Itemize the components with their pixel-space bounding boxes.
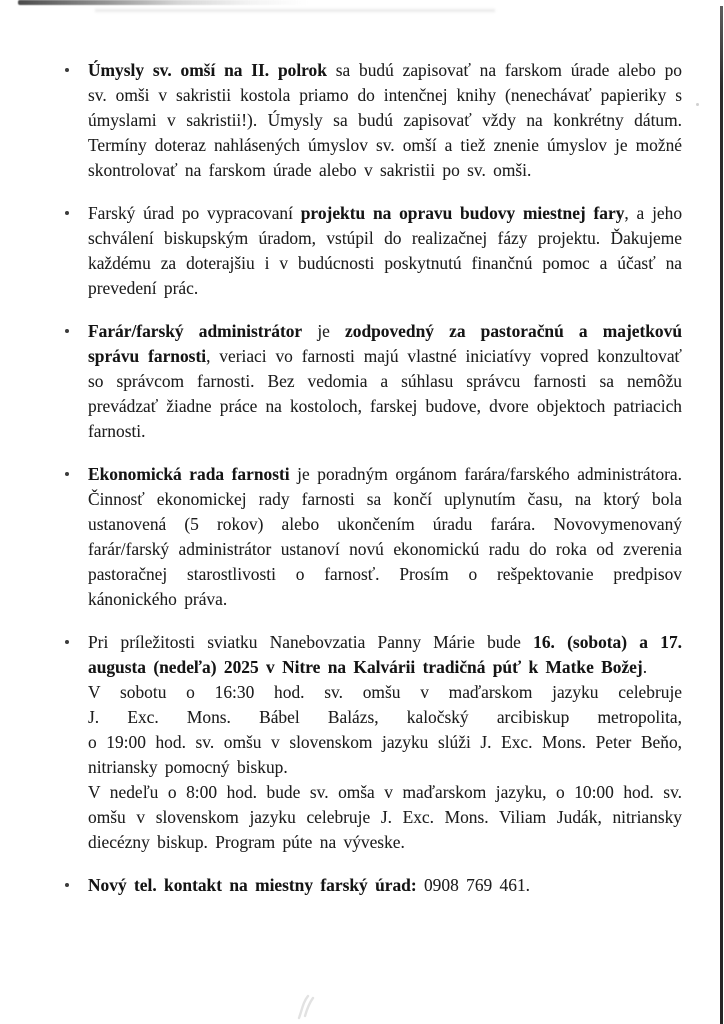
scan-speck-icon: [696, 103, 699, 106]
bullet-dot-icon: [65, 329, 69, 333]
scan-edge-line-icon: [720, 6, 723, 1024]
scan-smudge-faint-icon: [95, 9, 495, 12]
bullet-item-parish-economic-council: [88, 462, 682, 612]
bullet-dot-icon: [65, 211, 69, 215]
bullet-item-parish-administrator-responsibility: [88, 319, 682, 444]
bullet-dot-icon: [65, 640, 69, 644]
text-run: Pri príležitosti sviatku Nanebovzatia Panny Márie bude: [88, 632, 534, 652]
bold-text-run: projektu na opravu budovy miestnej fary: [300, 203, 625, 223]
bullet-item-rectory-repair-project: [88, 201, 682, 301]
text-block: [88, 873, 682, 898]
text-run: J. Exc. Mons. Bábel Balázs, kaločský arcibiskup metropolita,: [88, 707, 682, 727]
text-run: o 19:00 hod. sv. omšu v slovenskom jazyku slúži J. Exc. Mons. Peter Beňo, nitriansky pomocný biskup.: [88, 732, 682, 777]
text-run: , a jeho schválení biskupským úradom, vstúpil do realizačnej fázy projektu. Ďakujeme každému za doterajšiu i v budúcnosti poskytnutú finančnú pomoc a účasť na prevedení prác.: [88, 203, 683, 298]
bold-text-run: zodpovedný za pastoračnú a majetkovú správu farnosti: [88, 321, 682, 366]
text-block: [88, 705, 682, 730]
text-block: [88, 730, 682, 780]
text-run: Farský úrad po vypracovaní: [88, 203, 301, 223]
bold-text-run: Nový tel. kontakt na miestny farský úrad:: [88, 875, 417, 895]
bold-text-run: Ekonomická rada farnosti: [88, 464, 290, 484]
text-run: V nedeľu o 8:00 hod. bude sv. omša v maďarskom jazyku, o 10:00 hod. sv. omšu v slovenskom jazyku celebruje J. Exc. Mons. Viliam Judák, nitriansky diecézny biskup. Program púte na výveske.: [88, 782, 682, 852]
bullet-list: [88, 58, 682, 916]
bullet-item-new-phone-contact: [88, 873, 682, 898]
bold-text-run: 16. (sobota) a 17. augusta (nedeľa) 2025 v Nitre na Kalvárii tradičná púť k Matke Božej: [88, 632, 682, 677]
bullet-item-pilgrimage-announcement: [88, 630, 682, 855]
text-block: [88, 680, 682, 705]
text-run: , veriaci vo farnosti majú vlastné iniciatívy vopred konzultovať so správcom farnosti. Bez vedomia a súhlasu správcu farnosti sa nemôžu prevádzať žiadne práce na kostoloch, farskej budove, dvore objektoch patriacich farnosti.: [88, 346, 682, 441]
text-run: sa budú zapisovať na farskom úrade alebo po sv. omši v sakristii kostola priamo do intenčnej knihy (nenechávať papieriky s úmyslami v sakristii!). Úmysly sa budú zapisovať vždy na konkrétny dátum. Termíny doteraz nahlásených úmyslov sv. omší a tiež znenie úmyslov je možné skontrolovať na farskom úrade alebo v sakristii po sv. omši.: [88, 60, 682, 180]
scan-squiggle-icon: [293, 992, 323, 1020]
bold-text-run: Farár/farský administrátor: [88, 321, 303, 341]
text-block: [88, 319, 682, 444]
text-block: [88, 58, 682, 183]
text-block: [88, 201, 682, 301]
text-block: [88, 630, 682, 680]
text-run: V sobotu o 16:30 hod. sv. omšu v maďarskom jazyku celebruje: [88, 682, 682, 702]
text-run: .: [642, 657, 648, 677]
bullet-dot-icon: [65, 883, 69, 887]
text-run: je poradným orgánom farára/farského administrátora. Činnosť ekonomickej rady farnosti sa končí uplynutím času, na ktorý bola ustanovená (5 rokov) alebo ukončením úradu farára. Novovymenovaný farár/farský administrátor ustanoví novú ekonomickú radu do roka od zverenia pastoračnej starostlivosti o farnosť. Prosím o rešpektovanie predpisov kánonického práva.: [88, 464, 682, 609]
bold-text-run: Úmysly sv. omší na II. polrok: [88, 60, 327, 80]
text-block: [88, 462, 682, 612]
scan-smudge-top-icon: [18, 0, 308, 5]
bullet-dot-icon: [65, 472, 69, 476]
text-block: [88, 780, 682, 855]
text-run: je: [302, 321, 346, 341]
text-run: 0908 769 461.: [416, 875, 530, 895]
bullet-item-mass-intentions: [88, 58, 682, 183]
bullet-dot-icon: [65, 68, 69, 72]
